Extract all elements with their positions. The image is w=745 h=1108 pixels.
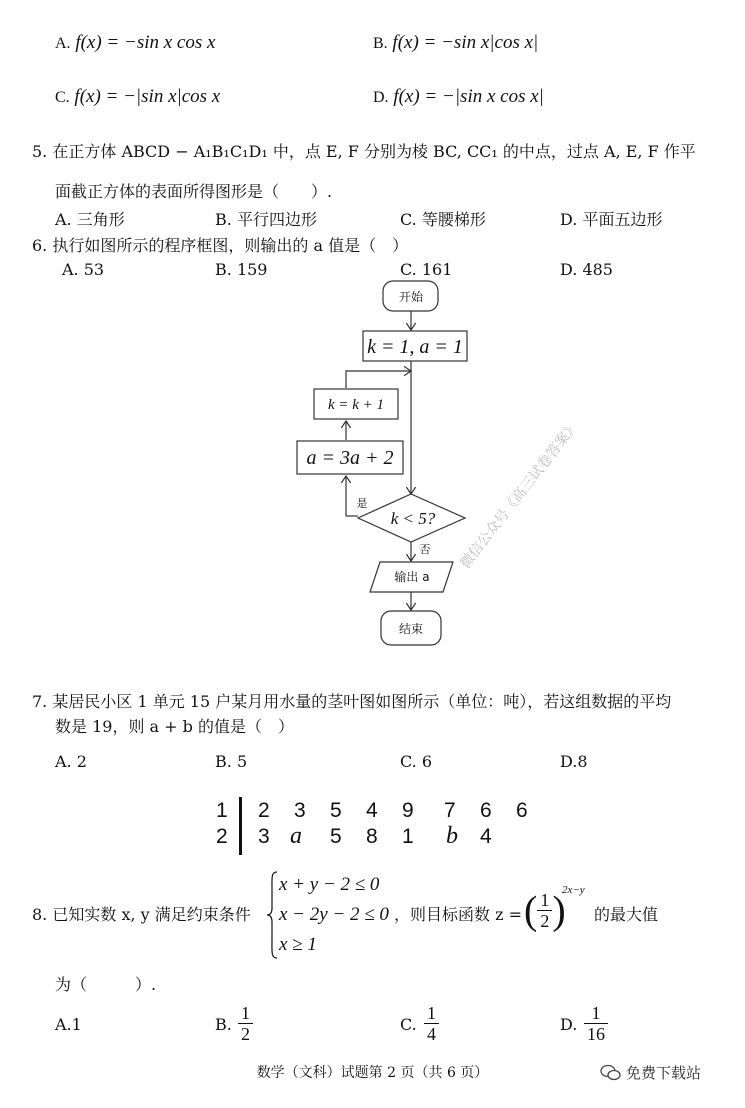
q8-line2: 为（ ）. bbox=[55, 975, 157, 994]
q6-number: 6. bbox=[32, 236, 48, 255]
brand-text: 免费下载站 bbox=[626, 1064, 702, 1082]
leaf: 5 bbox=[330, 799, 342, 822]
q6-stem bbox=[32, 236, 408, 256]
brand-badge bbox=[600, 1062, 701, 1083]
leaf: 6 bbox=[480, 799, 492, 822]
flowchart bbox=[280, 278, 480, 650]
q8-constraint-1: x + y − 2 ≤ 0 bbox=[279, 874, 380, 895]
q5-stem-line1 bbox=[32, 142, 696, 162]
leaf: 5 bbox=[330, 825, 342, 848]
q8-stem-pre bbox=[32, 905, 251, 925]
q4-option-c-label: C. bbox=[55, 89, 70, 106]
q4-option-d bbox=[373, 86, 544, 108]
q4-option-b-label: B. bbox=[373, 35, 388, 52]
q5-option-b: B. 平行四边形 bbox=[215, 210, 317, 229]
q6-option-d: D. 485 bbox=[560, 260, 613, 279]
q8-option-b: B. bbox=[215, 1015, 232, 1034]
stem-value: 1 bbox=[216, 799, 228, 822]
flow-update-label: a = 3a + 2 bbox=[306, 447, 394, 469]
q5-option-a: A. 三角形 bbox=[55, 210, 125, 229]
q8-option-b-frac: $\frac{1}{2}$ bbox=[238, 1003, 253, 1044]
stem-leaf-plot bbox=[210, 795, 540, 857]
q5-line1: 在正方体 ABCD − A₁B₁C₁D₁ 中，点 E, F 分别为棱 BC, CC₁ 的中点，过点 A, E, F 作平 bbox=[52, 142, 696, 161]
flow-output-label: 输出 a bbox=[394, 570, 430, 584]
watermark-text: 微信公众号《高三试卷答案》 bbox=[457, 418, 583, 572]
q8-number: 8. bbox=[32, 905, 48, 924]
q6-option-b: B. 159 bbox=[215, 260, 268, 279]
q4-option-d-label: D. bbox=[373, 89, 389, 106]
flow-init-label: k = 1, a = 1 bbox=[367, 336, 463, 358]
leaf: 7 bbox=[444, 799, 456, 822]
q8-exponent: 2x−y bbox=[562, 884, 585, 896]
leaf: 4 bbox=[366, 799, 378, 822]
q5-option-c: C. 等腰梯形 bbox=[400, 210, 486, 229]
page-footer: 数学（文科）试题第 2 页（共 6 页） bbox=[256, 1065, 489, 1081]
q7-number: 7. bbox=[32, 692, 48, 711]
q8-brace bbox=[266, 870, 278, 960]
q4-option-b bbox=[373, 32, 538, 54]
q8-option-d-frac: $\frac{1}{16}$ bbox=[584, 1003, 608, 1044]
q5-line2: 面截正方体的表面所得图形是（ ）. bbox=[55, 182, 333, 201]
leaf-variable-a: a bbox=[290, 823, 302, 849]
flow-yes-label: 是 bbox=[356, 497, 368, 510]
q4-option-c-expr: f(x) = −|sin x|cos x bbox=[74, 86, 221, 107]
q5-option-d: D. 平面五边形 bbox=[560, 210, 663, 229]
q8-base-num: 1 bbox=[537, 890, 552, 911]
flow-no-label: 否 bbox=[419, 543, 431, 556]
q7-line2: 数是 19，则 a + b 的值是（ ） bbox=[55, 717, 294, 736]
q7-option-d: D.8 bbox=[560, 752, 588, 771]
leaf-variable-b: b bbox=[446, 823, 458, 849]
q8-pre: 已知实数 x, y 满足约束条件 bbox=[52, 905, 251, 924]
leaf: 3 bbox=[258, 825, 270, 848]
q4-option-c bbox=[55, 86, 220, 108]
leaf: 8 bbox=[366, 825, 378, 848]
q7-line1: 某居民小区 1 单元 15 户某月用水量的茎叶图如图所示（单位：吨），若这组数据的平均 bbox=[52, 692, 672, 711]
flow-cond-label: k < 5? bbox=[390, 509, 436, 528]
q7-option-c: C. 6 bbox=[400, 752, 433, 771]
q4-option-b-expr: f(x) = −sin x|cos x| bbox=[392, 32, 539, 53]
leaf: 4 bbox=[480, 825, 492, 848]
leaf: 2 bbox=[258, 799, 270, 822]
leaf: 3 bbox=[294, 799, 306, 822]
q8-base-den: 2 bbox=[540, 911, 550, 931]
stem-leaf-divider bbox=[239, 797, 242, 855]
q8-constraint-2: x − 2y − 2 ≤ 0 bbox=[279, 904, 389, 925]
q4-option-a bbox=[55, 32, 215, 54]
q6-option-a: A. 53 bbox=[62, 260, 105, 279]
q4-option-a-label: A. bbox=[55, 35, 71, 52]
flow-start-label: 开始 bbox=[398, 290, 424, 304]
leaf: 6 bbox=[516, 799, 528, 822]
stem-value: 2 bbox=[216, 825, 228, 848]
leaf: 9 bbox=[402, 799, 414, 822]
q6-stem-text: 执行如图所示的程序框图，则输出的 a 值是（ ） bbox=[52, 236, 409, 255]
q7-option-a: A. 2 bbox=[55, 752, 87, 771]
q8-constraint-3: x ≥ 1 bbox=[279, 934, 317, 955]
leaf: 1 bbox=[402, 825, 414, 848]
q5-number: 5. bbox=[32, 142, 48, 161]
q8-post: 的最大值 bbox=[594, 905, 659, 924]
q6-option-c: C. 161 bbox=[400, 260, 453, 279]
flow-inc-label: k = k + 1 bbox=[327, 397, 385, 413]
wechat-icon bbox=[600, 1064, 622, 1082]
q7-option-b: B. 5 bbox=[215, 752, 248, 771]
q8-base-fraction: ( $\frac{1}{2}$ ) bbox=[524, 887, 566, 933]
q8-option-a: A.1 bbox=[55, 1015, 82, 1034]
q8-option-c: C. bbox=[400, 1015, 417, 1034]
q8-option-c-frac: $\frac{1}{4}$ bbox=[424, 1003, 439, 1044]
q4-option-a-expr: f(x) = −sin x cos x bbox=[75, 32, 216, 53]
q4-option-d-expr: f(x) = −|sin x cos x| bbox=[393, 86, 544, 107]
q7-stem-line1 bbox=[32, 692, 671, 712]
q8-mid: ，则目标函数 z = bbox=[394, 905, 523, 924]
q8-option-d: D. bbox=[560, 1015, 578, 1034]
flow-end-label: 结束 bbox=[398, 622, 424, 636]
